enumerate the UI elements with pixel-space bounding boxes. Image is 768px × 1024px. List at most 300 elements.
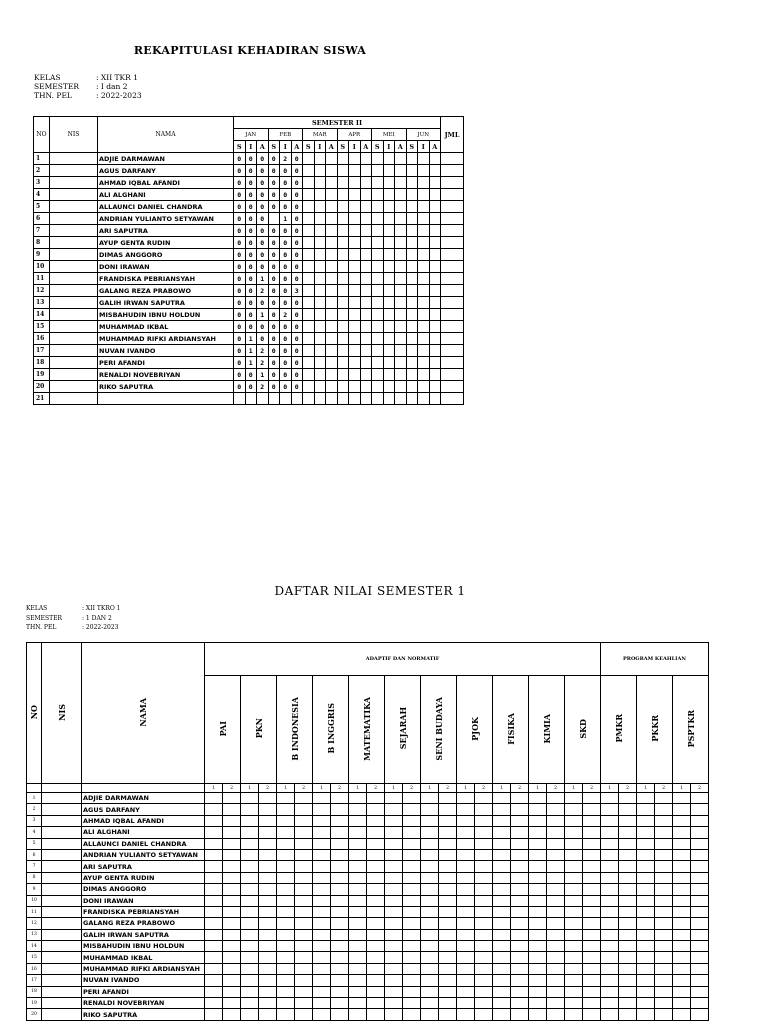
attendance-cell xyxy=(314,225,326,237)
table-row xyxy=(27,815,709,826)
subject-header xyxy=(529,676,565,784)
grade-cell xyxy=(349,952,367,963)
attendance-cell: 2 xyxy=(280,309,292,321)
row-no: 14 xyxy=(34,309,50,321)
grade-cell xyxy=(655,827,673,838)
grade-cell xyxy=(349,849,367,860)
grade-cell xyxy=(403,895,421,906)
attendance-cell: 0 xyxy=(268,333,280,345)
grade-cell xyxy=(511,849,529,860)
attendance-cell: 0 xyxy=(234,249,246,261)
grade-cell xyxy=(277,963,295,974)
attendance-cell: 0 xyxy=(291,177,303,189)
table-row xyxy=(27,849,709,860)
grade-cell xyxy=(403,998,421,1009)
grade-cell xyxy=(313,849,331,860)
attendance-cell: 0 xyxy=(257,177,269,189)
grade-cell xyxy=(313,952,331,963)
subcol-header: 1 xyxy=(529,784,547,793)
grade-cell xyxy=(475,975,493,986)
grade-cell xyxy=(367,929,385,940)
row-nis xyxy=(50,333,98,345)
attendance-cell xyxy=(314,237,326,249)
row-name: FRANDISKA PEBRIANSYAH xyxy=(82,906,205,917)
table-row xyxy=(34,345,464,357)
table-row xyxy=(34,213,464,225)
grade-cell xyxy=(277,918,295,929)
grade-cell xyxy=(547,815,565,826)
row-no: 20 xyxy=(27,1009,42,1020)
grade-cell xyxy=(385,793,403,804)
grade-cell xyxy=(295,872,313,883)
attendance-cell: 0 xyxy=(291,249,303,261)
grade-cell xyxy=(241,906,259,917)
grade-cell xyxy=(439,849,457,860)
attendance-cell xyxy=(418,153,430,165)
grade-cell xyxy=(475,815,493,826)
grade-cell xyxy=(583,941,601,952)
grade-cell xyxy=(385,804,403,815)
attendance-cell xyxy=(395,369,407,381)
attendance-cell: 0 xyxy=(268,153,280,165)
attendance-cell xyxy=(418,177,430,189)
grade-cell xyxy=(313,861,331,872)
grade-cell xyxy=(241,838,259,849)
attendance-cell xyxy=(429,165,441,177)
attendance-cell: 0 xyxy=(257,189,269,201)
subcol-header: 1 xyxy=(493,784,511,793)
month-apr: APR xyxy=(337,129,372,141)
grade-cell xyxy=(637,884,655,895)
attendance-cell xyxy=(303,261,315,273)
grade-cell xyxy=(475,827,493,838)
grade-cell xyxy=(277,838,295,849)
grade-cell xyxy=(457,986,475,997)
grade-cell xyxy=(349,986,367,997)
attendance-cell xyxy=(395,297,407,309)
attendance-cell xyxy=(234,393,246,405)
grade-cell xyxy=(421,975,439,986)
attendance-cell xyxy=(418,201,430,213)
grade-cell xyxy=(475,793,493,804)
grade-cell xyxy=(277,895,295,906)
attendance-cell xyxy=(395,177,407,189)
table-row xyxy=(27,895,709,906)
grade-cell xyxy=(205,941,223,952)
grade-cell xyxy=(331,884,349,895)
attendance-cell: 0 xyxy=(245,273,257,285)
grade-cell xyxy=(637,815,655,826)
grade-cell xyxy=(277,815,295,826)
grade-cell xyxy=(277,998,295,1009)
grade-cell xyxy=(475,861,493,872)
row-name: MUHAMMAD RIFKI ARDIANSYAH xyxy=(82,963,205,974)
grade-cell xyxy=(673,872,691,883)
subcol-header: 1 xyxy=(349,784,367,793)
grade-cell xyxy=(583,963,601,974)
grade-cell xyxy=(331,838,349,849)
attendance-cell xyxy=(349,153,361,165)
attendance-cell: 0 xyxy=(280,165,292,177)
row-nis xyxy=(50,321,98,333)
grade-cell xyxy=(493,793,511,804)
grade-cell xyxy=(583,975,601,986)
attendance-cell: 0 xyxy=(280,237,292,249)
grade-cell xyxy=(619,998,637,1009)
grade-cell xyxy=(277,827,295,838)
grade-cell xyxy=(565,861,583,872)
grade-cell xyxy=(295,895,313,906)
grade-cell xyxy=(223,1009,241,1020)
attendance-cell xyxy=(383,189,395,201)
grade-cell xyxy=(691,906,709,917)
attendance-cell: 0 xyxy=(245,237,257,249)
grade-cell xyxy=(529,827,547,838)
attendance-cell xyxy=(395,393,407,405)
grade-cell xyxy=(223,941,241,952)
attendance-cell xyxy=(372,357,384,369)
attendance-cell: 0 xyxy=(234,345,246,357)
attendance-cell xyxy=(429,357,441,369)
attendance-cell: 0 xyxy=(280,369,292,381)
grade-cell xyxy=(223,895,241,906)
row-nis xyxy=(42,998,82,1009)
attendance-cell xyxy=(406,321,418,333)
attendance-cell xyxy=(429,153,441,165)
row-name: AGUS DARFANY xyxy=(82,804,205,815)
attendance-cell: 0 xyxy=(257,225,269,237)
row-jml xyxy=(441,165,464,177)
grade-cell xyxy=(331,952,349,963)
grade-cell xyxy=(439,952,457,963)
attendance-cell xyxy=(406,165,418,177)
attendance-cell xyxy=(326,357,338,369)
row-no: 12 xyxy=(34,285,50,297)
header-jml: JML xyxy=(441,117,464,153)
attendance-cell: 0 xyxy=(234,177,246,189)
grade-cell xyxy=(673,895,691,906)
attendance-cell: 0 xyxy=(268,285,280,297)
attendance-cell xyxy=(429,225,441,237)
row-nis xyxy=(42,804,82,815)
row-nis xyxy=(50,225,98,237)
grade-cell xyxy=(313,975,331,986)
grade-cell xyxy=(511,895,529,906)
row-nis xyxy=(42,827,82,838)
attendance-cell xyxy=(337,249,349,261)
attendance-cell: 0 xyxy=(268,357,280,369)
grade-cell xyxy=(619,952,637,963)
row-no: 9 xyxy=(34,249,50,261)
subcol-header: 2 xyxy=(331,784,349,793)
table-row xyxy=(34,225,464,237)
grade-cell xyxy=(349,827,367,838)
header-program-keahlian: PROGRAM KEAHLIAN xyxy=(601,643,709,676)
row-nis xyxy=(42,975,82,986)
sia-header: A xyxy=(257,141,269,153)
grade-cell xyxy=(475,998,493,1009)
header-nama-label: NAMA xyxy=(138,697,148,727)
table-row xyxy=(34,165,464,177)
row-nis xyxy=(50,381,98,393)
row-jml xyxy=(441,189,464,201)
attendance-cell: 0 xyxy=(245,189,257,201)
grade-cell xyxy=(673,963,691,974)
table-row xyxy=(34,321,464,333)
row-nis xyxy=(50,309,98,321)
attendance-cell: 0 xyxy=(291,189,303,201)
grade-cell xyxy=(637,929,655,940)
row-name: ADJIE DARMAWAN xyxy=(98,153,234,165)
grade-cell xyxy=(385,1009,403,1020)
attendance-cell: 0 xyxy=(268,225,280,237)
grade-cell xyxy=(421,861,439,872)
subcol-header: 2 xyxy=(655,784,673,793)
grade-cell xyxy=(205,986,223,997)
attendance-cell xyxy=(383,213,395,225)
grade-cell xyxy=(637,906,655,917)
attendance-cell xyxy=(268,213,280,225)
row-name: ARI SAPUTRA xyxy=(82,861,205,872)
grade-cell xyxy=(313,998,331,1009)
row-no: 16 xyxy=(27,963,42,974)
attendance-cell xyxy=(314,273,326,285)
grade-cell xyxy=(439,895,457,906)
grade-cell xyxy=(637,952,655,963)
table-row xyxy=(27,861,709,872)
row-no: 1 xyxy=(34,153,50,165)
attendance-cell xyxy=(418,357,430,369)
grade-cell xyxy=(241,941,259,952)
grade-cell xyxy=(583,918,601,929)
grade-cell xyxy=(637,793,655,804)
grade-cell xyxy=(529,929,547,940)
row-jml xyxy=(441,345,464,357)
grade-cell xyxy=(475,838,493,849)
grade-cell xyxy=(529,918,547,929)
attendance-cell: 1 xyxy=(257,309,269,321)
grade-cell xyxy=(241,884,259,895)
attendance-cell: 0 xyxy=(257,321,269,333)
row-name: AHMAD IQBAL AFANDI xyxy=(98,177,234,189)
grade-cell xyxy=(313,1009,331,1020)
grade-cell xyxy=(691,998,709,1009)
attendance-cell xyxy=(303,201,315,213)
grade-cell xyxy=(619,849,637,860)
grade-cell xyxy=(367,906,385,917)
row-name: MISBAHUDIN IBNU HOLDUN xyxy=(98,309,234,321)
grade-cell xyxy=(223,849,241,860)
grade-cell xyxy=(241,849,259,860)
attendance-cell xyxy=(372,249,384,261)
grade-cell xyxy=(403,929,421,940)
row-name: MUHAMMAD IKBAL xyxy=(82,952,205,963)
row-nis xyxy=(42,872,82,883)
grade-cell xyxy=(385,952,403,963)
grade-cell xyxy=(691,952,709,963)
attendance-cell: 0 xyxy=(268,309,280,321)
program-subject-label: PKKR xyxy=(649,715,660,742)
grade-cell xyxy=(529,906,547,917)
grade-cell xyxy=(583,1009,601,1020)
grade-cell xyxy=(601,827,619,838)
grade-cell xyxy=(619,827,637,838)
subject-header xyxy=(421,676,457,784)
grade-cell xyxy=(313,815,331,826)
attendance-cell xyxy=(337,309,349,321)
attendance-cell xyxy=(406,273,418,285)
grade-cell xyxy=(259,827,277,838)
grade-cell xyxy=(637,895,655,906)
grade-cell xyxy=(313,804,331,815)
grade-cell xyxy=(673,918,691,929)
attendance-cell xyxy=(326,381,338,393)
row-name: ANDRIAN YULIANTO SETYAWAN xyxy=(98,213,234,225)
row-name xyxy=(98,393,234,405)
grade-cell xyxy=(439,963,457,974)
subcol-header: 2 xyxy=(511,784,529,793)
row-nis xyxy=(50,297,98,309)
grade-cell xyxy=(529,998,547,1009)
grade-cell xyxy=(529,872,547,883)
grade-cell xyxy=(457,906,475,917)
grade-cell xyxy=(277,975,295,986)
row-jml xyxy=(441,237,464,249)
attendance-cell xyxy=(372,393,384,405)
row-no: 13 xyxy=(34,297,50,309)
grade-cell xyxy=(673,998,691,1009)
table-row xyxy=(34,237,464,249)
attendance-cell: 0 xyxy=(291,321,303,333)
grade-cell xyxy=(205,804,223,815)
subject-label: B INGGRIS xyxy=(325,703,336,754)
grade-cell xyxy=(349,838,367,849)
attendance-cell xyxy=(337,273,349,285)
grade-cell xyxy=(655,838,673,849)
attendance-cell xyxy=(418,261,430,273)
attendance-cell xyxy=(406,357,418,369)
attendance-cell: 0 xyxy=(291,297,303,309)
grade-cell xyxy=(475,929,493,940)
attendance-cell: 0 xyxy=(268,237,280,249)
attendance-cell xyxy=(326,345,338,357)
attendance-cell xyxy=(360,297,372,309)
attendance-cell xyxy=(360,177,372,189)
subcol-row xyxy=(27,784,709,793)
row-jml xyxy=(441,321,464,333)
grade-cell xyxy=(601,963,619,974)
attendance-cell xyxy=(360,309,372,321)
row-no: 13 xyxy=(27,929,42,940)
grade-cell xyxy=(367,793,385,804)
grade-cell xyxy=(619,986,637,997)
grade-cell xyxy=(493,929,511,940)
grade-cell xyxy=(331,941,349,952)
attendance-cell xyxy=(303,321,315,333)
grade-cell xyxy=(367,941,385,952)
attendance-cell xyxy=(429,381,441,393)
attendance-cell: 1 xyxy=(245,333,257,345)
grade-cell xyxy=(349,815,367,826)
subcol-header: 1 xyxy=(457,784,475,793)
grade-cell xyxy=(349,1009,367,1020)
grade-cell xyxy=(511,1009,529,1020)
grade-cell xyxy=(331,929,349,940)
attendance-cell xyxy=(349,273,361,285)
grade-cell xyxy=(331,872,349,883)
sia-header: I xyxy=(418,141,430,153)
grade-cell xyxy=(205,815,223,826)
table-row xyxy=(27,1009,709,1020)
meta-value: : 2022-2023 xyxy=(82,624,119,631)
sia-header: A xyxy=(360,141,372,153)
subject-label: PJOK xyxy=(469,716,480,741)
grade-cell xyxy=(259,793,277,804)
grade-cell xyxy=(259,815,277,826)
grade-cell xyxy=(259,906,277,917)
grade-cell xyxy=(547,827,565,838)
subcol-header: 1 xyxy=(637,784,655,793)
grade-cell xyxy=(223,929,241,940)
attendance-cell xyxy=(326,213,338,225)
grade-cell xyxy=(313,918,331,929)
attendance-cell xyxy=(314,297,326,309)
attendance-cell: 0 xyxy=(234,189,246,201)
subcol-header: 1 xyxy=(601,784,619,793)
subject-label: PKN xyxy=(253,718,264,739)
attendance-cell xyxy=(429,201,441,213)
subcol-blank xyxy=(27,784,42,793)
attendance-cell xyxy=(314,369,326,381)
attendance-cell: 0 xyxy=(245,165,257,177)
grade-cell xyxy=(241,872,259,883)
grade-cell xyxy=(619,793,637,804)
row-name: ALLAUNCI DANIEL CHANDRA xyxy=(98,201,234,213)
row-nis xyxy=(42,929,82,940)
sia-header: I xyxy=(280,141,292,153)
attendance-cell xyxy=(395,249,407,261)
attendance-cell: 0 xyxy=(257,237,269,249)
grade-cell xyxy=(331,849,349,860)
grade-cell xyxy=(223,827,241,838)
attendance-cell: 0 xyxy=(268,369,280,381)
sia-header: S xyxy=(337,141,349,153)
grade-cell xyxy=(295,838,313,849)
subcol-header: 2 xyxy=(619,784,637,793)
row-nis xyxy=(42,815,82,826)
attendance-cell: 2 xyxy=(257,381,269,393)
attendance-cell xyxy=(395,201,407,213)
grade-cell xyxy=(619,975,637,986)
grade-cell xyxy=(565,986,583,997)
grade-cell xyxy=(565,929,583,940)
grade-cell xyxy=(349,963,367,974)
attendance-cell xyxy=(337,261,349,273)
grade-cell xyxy=(601,884,619,895)
attendance-cell xyxy=(337,153,349,165)
grade-cell xyxy=(619,804,637,815)
grade-cell xyxy=(673,804,691,815)
grade-cell xyxy=(277,793,295,804)
attendance-cell: 0 xyxy=(291,333,303,345)
attendance-cell: 0 xyxy=(245,213,257,225)
subcol-header: 2 xyxy=(367,784,385,793)
grade-cell xyxy=(385,838,403,849)
attendance-cell xyxy=(418,249,430,261)
attendance-cell xyxy=(372,189,384,201)
attendance-cell: 0 xyxy=(280,381,292,393)
attendance-cell: 0 xyxy=(245,153,257,165)
